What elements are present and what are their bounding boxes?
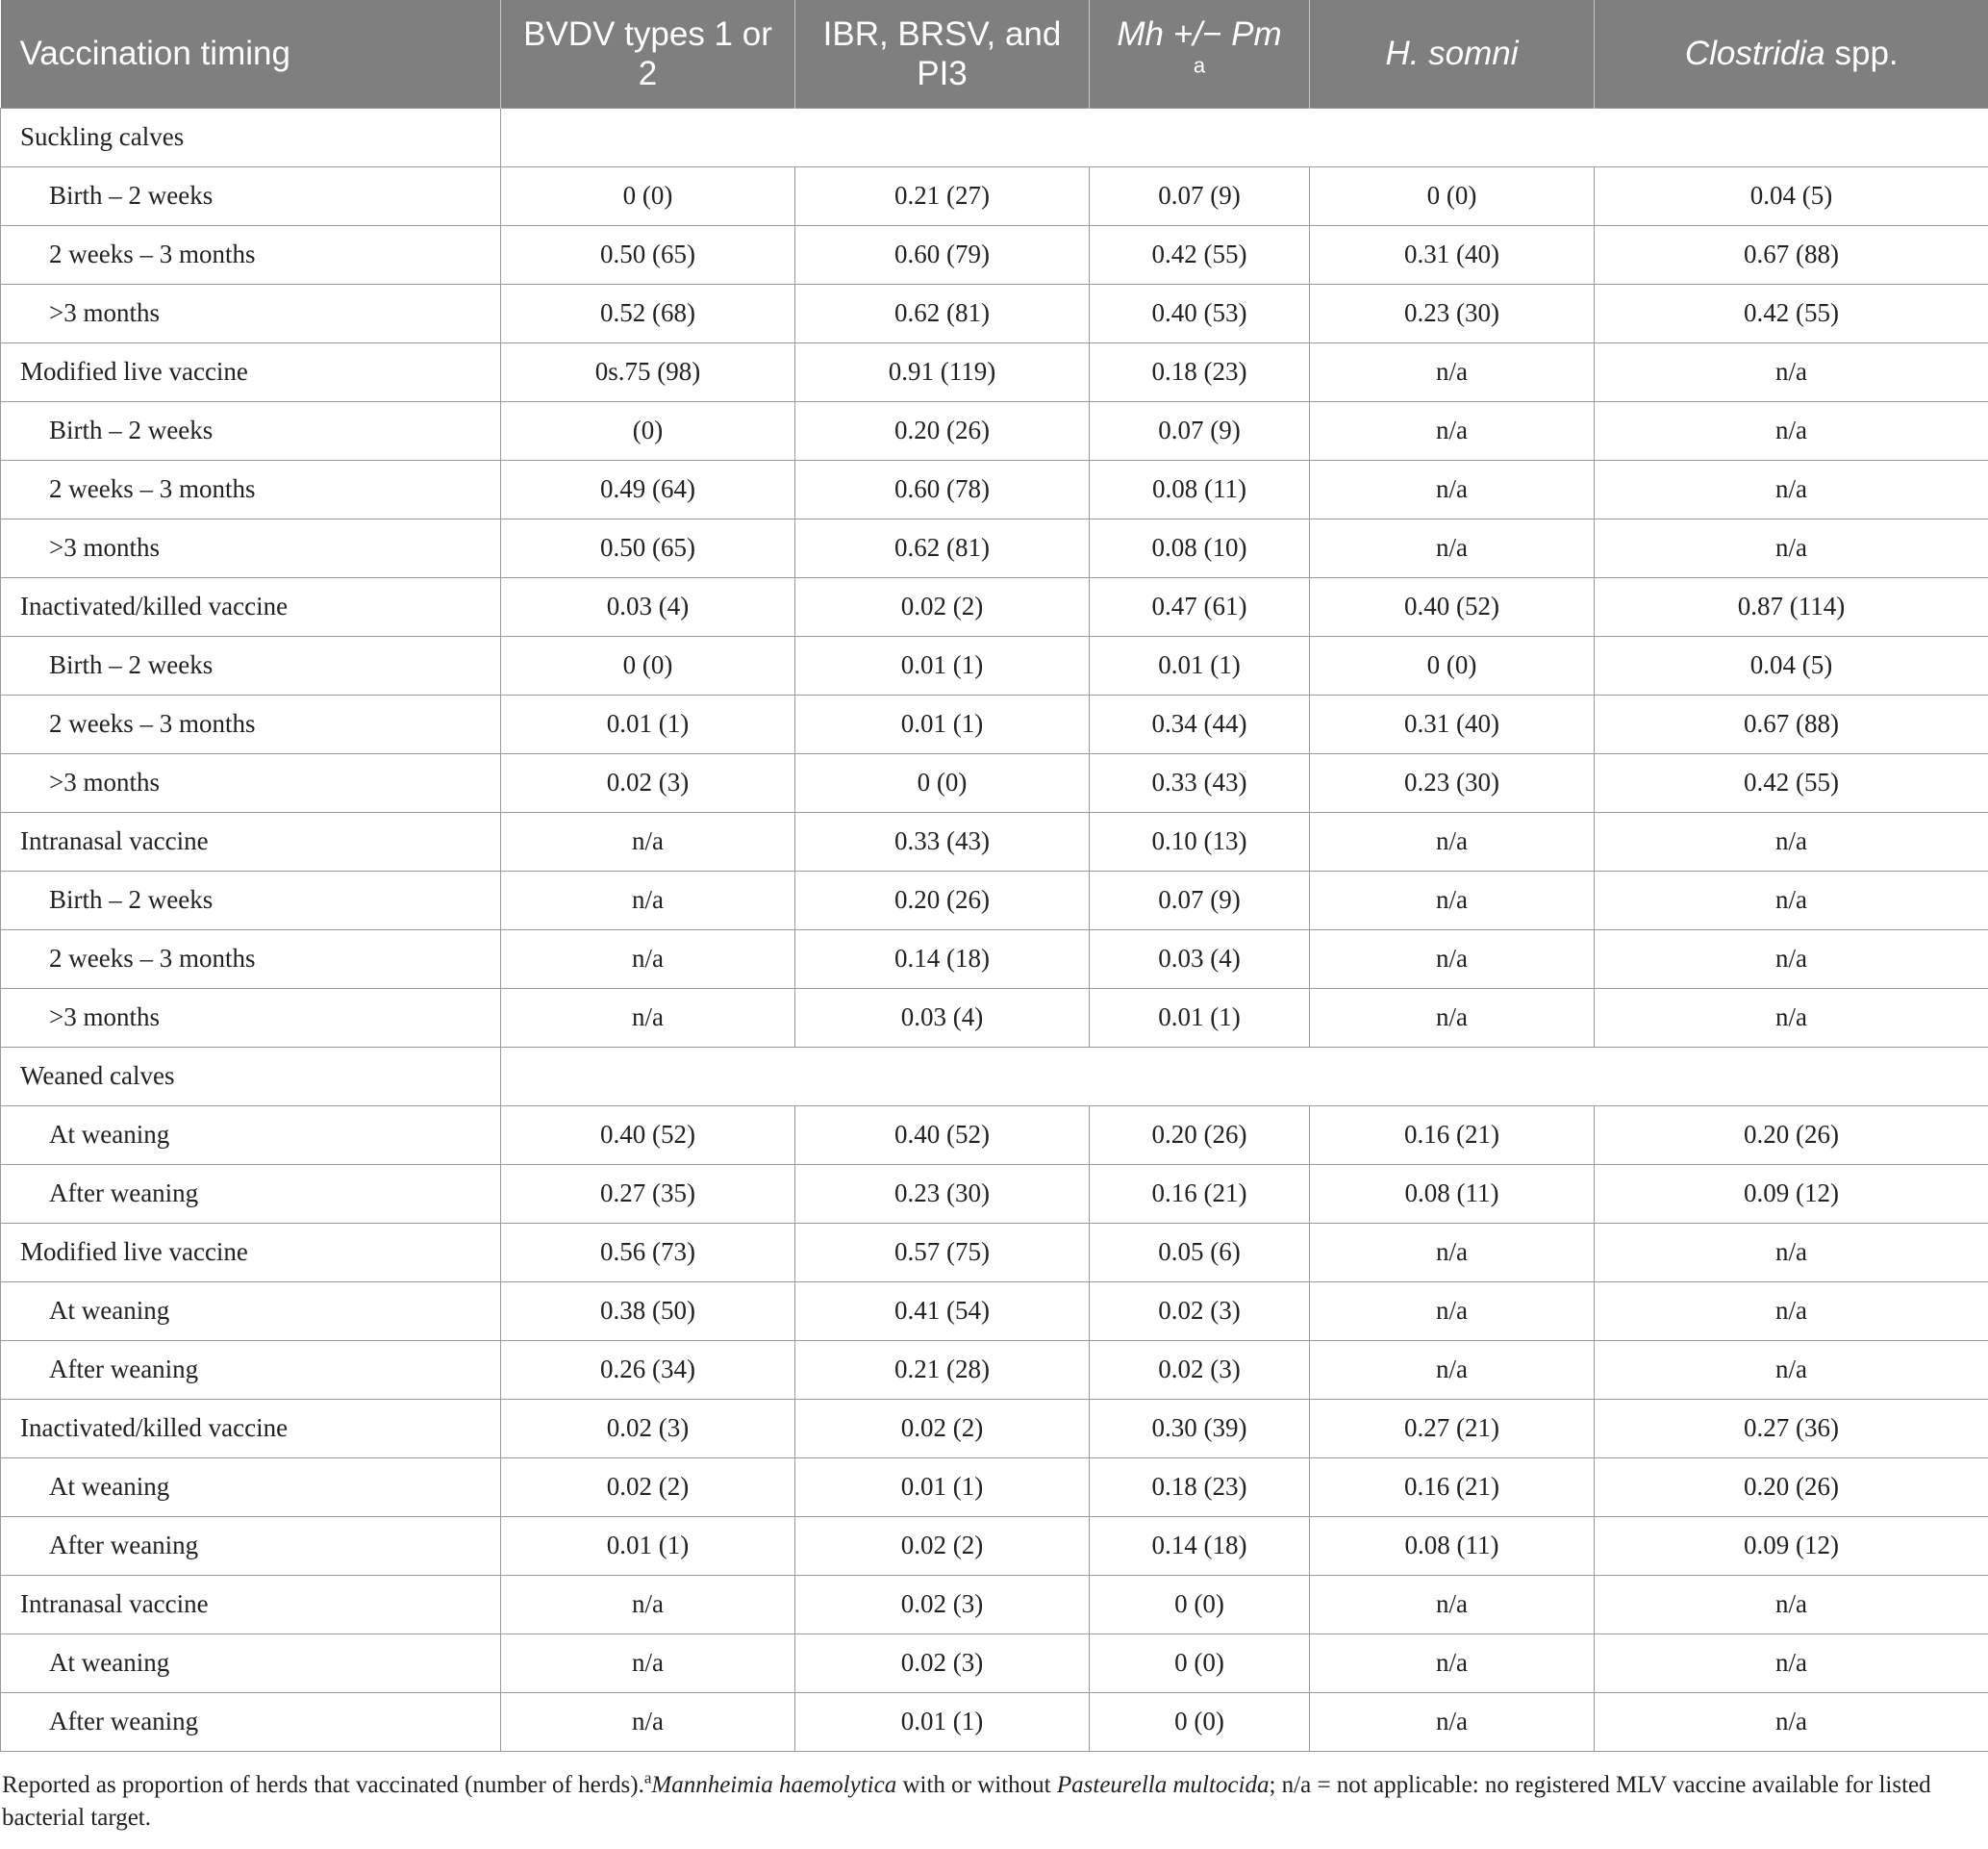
row-label: After weaning [1, 1340, 501, 1399]
table-cell: n/a [1595, 1575, 1988, 1634]
table-cell: 0.20 (26) [1595, 1457, 1988, 1516]
table-cell: 0.01 (1) [795, 636, 1090, 695]
table-cell: 0.09 (12) [1595, 1516, 1988, 1575]
table-cell: n/a [1310, 1575, 1595, 1634]
table-cell: 0.16 (21) [1310, 1105, 1595, 1164]
row-label: Birth – 2 weeks [1, 636, 501, 695]
table-cell: n/a [1310, 929, 1595, 988]
table-cell: n/a [1595, 1340, 1988, 1399]
table-cell: 0.02 (3) [795, 1634, 1090, 1692]
row-label: Inactivated/killed vaccine [1, 1399, 501, 1457]
table-row [1, 284, 1988, 342]
table-cell: 0.40 (52) [1310, 577, 1595, 636]
table-cell: 0 (0) [1310, 166, 1595, 225]
table-cell: n/a [501, 1692, 795, 1751]
table-row [1, 1164, 1988, 1223]
table-cell: 0.21 (27) [795, 166, 1090, 225]
table-cell: 0.07 (9) [1090, 871, 1310, 929]
table-cell: n/a [1310, 1281, 1595, 1340]
table-cell: 0 (0) [501, 166, 795, 225]
table-cell: 0.10 (13) [1090, 812, 1310, 871]
table-cell: n/a [1310, 1340, 1595, 1399]
table-row [1, 225, 1988, 284]
table-cell: 0.02 (2) [795, 1399, 1090, 1457]
footnote-text-1: Reported as proportion of herds that vaccinated (number of herds). [2, 1771, 644, 1798]
table-cell: 0.16 (21) [1310, 1457, 1595, 1516]
table-cell: 0 (0) [1090, 1692, 1310, 1751]
table-cell: 0.56 (73) [501, 1223, 795, 1281]
table-row [1, 753, 1988, 812]
table-cell: 0.03 (4) [1090, 929, 1310, 988]
table-cell: n/a [1595, 519, 1988, 577]
table-cell: 0.67 (88) [1595, 225, 1988, 284]
row-label: At weaning [1, 1281, 501, 1340]
header-row [1, 0, 1988, 108]
table-cell: n/a [1595, 871, 1988, 929]
header-mh-pm [1090, 0, 1310, 108]
table-cell: 0.01 (1) [795, 1692, 1090, 1751]
section-label: Suckling calves [1, 108, 501, 166]
table-cell: n/a [1310, 988, 1595, 1047]
row-label: >3 months [1, 519, 501, 577]
table-cell: 0.20 (26) [1595, 1105, 1988, 1164]
table-cell: 0.02 (3) [1090, 1281, 1310, 1340]
table-cell: 0.08 (10) [1090, 519, 1310, 577]
row-label: Intranasal vaccine [1, 812, 501, 871]
table-row [1, 1340, 1988, 1399]
header-h-somni: H. somni [1310, 0, 1595, 108]
table-row [1, 1223, 1988, 1281]
table-cell: n/a [1595, 929, 1988, 988]
table-cell: 0.52 (68) [501, 284, 795, 342]
header-vaccination-timing: Vaccination timing [1, 0, 501, 108]
table-row [1, 1399, 1988, 1457]
row-label: After weaning [1, 1516, 501, 1575]
table-cell: 0.50 (65) [501, 519, 795, 577]
table-row [1, 695, 1988, 753]
table-cell: n/a [1310, 871, 1595, 929]
table-cell: 0.62 (81) [795, 284, 1090, 342]
table-cell: 0.26 (34) [501, 1340, 795, 1399]
table-cell: 0.20 (26) [795, 871, 1090, 929]
table-cell: 0.03 (4) [501, 577, 795, 636]
table-row [1, 342, 1988, 401]
footnote-species-2: Pasteurella multocida [1056, 1771, 1270, 1798]
header-clostridia-spp: spp. [1824, 35, 1899, 73]
table-cell: 0.18 (23) [1090, 1457, 1310, 1516]
table-cell: 0.40 (52) [795, 1105, 1090, 1164]
table-cell: n/a [1595, 812, 1988, 871]
footnote-species-1: Mannheimia haemolytica [651, 1771, 897, 1798]
table-row [1, 1281, 1988, 1340]
table-cell: 0.01 (1) [1090, 988, 1310, 1047]
table-row [1, 636, 1988, 695]
table-cell: 0.23 (30) [1310, 284, 1595, 342]
section-filler [501, 1047, 1988, 1105]
table-cell: 0.27 (35) [501, 1164, 795, 1223]
row-label: 2 weeks – 3 months [1, 225, 501, 284]
table-row [1, 988, 1988, 1047]
row-label: Inactivated/killed vaccine [1, 577, 501, 636]
table-cell: 0.01 (1) [501, 1516, 795, 1575]
table-cell: 0.87 (114) [1595, 577, 1988, 636]
table-cell: 0.02 (2) [501, 1457, 795, 1516]
row-label: >3 months [1, 988, 501, 1047]
table-cell: 0.31 (40) [1310, 225, 1595, 284]
header-ibr-brsv-pi3: IBR, BRSV, and PI3 [795, 0, 1090, 108]
row-label: Intranasal vaccine [1, 1575, 501, 1634]
table-cell: 0.08 (11) [1090, 460, 1310, 519]
table-cell: n/a [1595, 342, 1988, 401]
table-cell: n/a [1595, 1634, 1988, 1692]
table-cell: 0 (0) [1310, 636, 1595, 695]
table-cell: n/a [1310, 519, 1595, 577]
table-body [1, 108, 1988, 1751]
table-cell: 0.38 (50) [501, 1281, 795, 1340]
header-bvdv: BVDV types 1 or 2 [501, 0, 795, 108]
table-cell: 0.33 (43) [1090, 753, 1310, 812]
table-cell: n/a [501, 929, 795, 988]
table-cell: 0.42 (55) [1595, 284, 1988, 342]
table-cell: 0.57 (75) [795, 1223, 1090, 1281]
table-cell: 0.31 (40) [1310, 695, 1595, 753]
table-cell: 0.01 (1) [1090, 636, 1310, 695]
table-cell: 0.91 (119) [795, 342, 1090, 401]
table-header [1, 0, 1988, 108]
table-cell: 0.41 (54) [795, 1281, 1090, 1340]
table-cell: n/a [1595, 1692, 1988, 1751]
table-cell: n/a [1310, 1692, 1595, 1751]
table-cell: 0.07 (9) [1090, 401, 1310, 460]
table-cell: 0.33 (43) [795, 812, 1090, 871]
table-cell: n/a [1310, 1634, 1595, 1692]
header-mh-text: Mh [1117, 14, 1165, 53]
table-cell: n/a [501, 1634, 795, 1692]
table-footnote [0, 1752, 1967, 1835]
table-cell: n/a [501, 812, 795, 871]
table-row [1, 1516, 1988, 1575]
table-cell: 0.01 (1) [795, 1457, 1090, 1516]
table-cell: 0.05 (6) [1090, 1223, 1310, 1281]
table-cell: 0.49 (64) [501, 460, 795, 519]
table-row [1, 166, 1988, 225]
row-label: At weaning [1, 1457, 501, 1516]
table-cell: 0.62 (81) [795, 519, 1090, 577]
table-cell: 0 (0) [795, 753, 1090, 812]
table-cell: 0.23 (30) [1310, 753, 1595, 812]
table-cell: 0.42 (55) [1595, 753, 1988, 812]
table-row [1, 1692, 1988, 1751]
table-cell: 0.02 (3) [501, 1399, 795, 1457]
table-cell: 0.40 (52) [501, 1105, 795, 1164]
table-cell: 0.27 (36) [1595, 1399, 1988, 1457]
table-cell: n/a [501, 988, 795, 1047]
table-cell: 0.16 (21) [1090, 1164, 1310, 1223]
row-label: >3 months [1, 284, 501, 342]
table-cell: 0.34 (44) [1090, 695, 1310, 753]
table-cell: 0.14 (18) [795, 929, 1090, 988]
footnote-marker: a [643, 1768, 652, 1787]
table-cell: 0.42 (55) [1090, 225, 1310, 284]
table-section-row [1, 108, 1988, 166]
table-cell: 0.03 (4) [795, 988, 1090, 1047]
table-cell: n/a [1310, 812, 1595, 871]
table-cell: 0.02 (3) [1090, 1340, 1310, 1399]
table-cell: n/a [1310, 342, 1595, 401]
table-cell: n/a [1310, 401, 1595, 460]
table-cell: n/a [1595, 1223, 1988, 1281]
table-cell: 0.30 (39) [1090, 1399, 1310, 1457]
table-row [1, 519, 1988, 577]
table-cell: 0 (0) [1090, 1575, 1310, 1634]
table-cell: n/a [1595, 1281, 1988, 1340]
table-row [1, 871, 1988, 929]
header-clostridia-text: Clostridia [1684, 35, 1825, 73]
row-label: After weaning [1, 1164, 501, 1223]
table-cell: 0.08 (11) [1310, 1516, 1595, 1575]
table-row [1, 1575, 1988, 1634]
table-cell: 0.47 (61) [1090, 577, 1310, 636]
header-clostridia [1595, 0, 1988, 108]
row-label: At weaning [1, 1634, 501, 1692]
table-cell: 0s.75 (98) [501, 342, 795, 401]
table-row [1, 1457, 1988, 1516]
table-cell: 0.20 (26) [1090, 1105, 1310, 1164]
row-label: Birth – 2 weeks [1, 401, 501, 460]
row-label: 2 weeks – 3 months [1, 929, 501, 988]
row-label: Modified live vaccine [1, 342, 501, 401]
table-cell: n/a [501, 871, 795, 929]
header-mh-footnote-marker: a [1193, 53, 1206, 78]
row-label: At weaning [1, 1105, 501, 1164]
table-cell: n/a [1595, 988, 1988, 1047]
table-cell: 0.01 (1) [501, 695, 795, 753]
table-cell: 0.08 (11) [1310, 1164, 1595, 1223]
row-label: 2 weeks – 3 months [1, 460, 501, 519]
table-cell: 0.21 (28) [795, 1340, 1090, 1399]
table-cell: n/a [501, 1575, 795, 1634]
row-label: Modified live vaccine [1, 1223, 501, 1281]
section-filler [501, 108, 1988, 166]
header-mh-sep: +/− [1164, 14, 1232, 53]
table-row [1, 460, 1988, 519]
table-cell: (0) [501, 401, 795, 460]
table-cell: n/a [1310, 460, 1595, 519]
header-pm-text: Pm [1231, 14, 1282, 53]
table-row [1, 577, 1988, 636]
table-cell: 0.60 (79) [795, 225, 1090, 284]
footnote-text-2: with or without [896, 1771, 1057, 1798]
table-cell: 0.20 (26) [795, 401, 1090, 460]
table-section-row [1, 1047, 1988, 1105]
table-cell: 0.04 (5) [1595, 636, 1988, 695]
row-label: Birth – 2 weeks [1, 166, 501, 225]
table-cell: n/a [1595, 460, 1988, 519]
table-row [1, 812, 1988, 871]
table-cell: 0.60 (78) [795, 460, 1090, 519]
table-cell: 0.09 (12) [1595, 1164, 1988, 1223]
table-cell: n/a [1595, 401, 1988, 460]
row-label: Birth – 2 weeks [1, 871, 501, 929]
section-label: Weaned calves [1, 1047, 501, 1105]
table-row [1, 401, 1988, 460]
table-cell: 0 (0) [1090, 1634, 1310, 1692]
table-cell: 0.14 (18) [1090, 1516, 1310, 1575]
row-label: After weaning [1, 1692, 501, 1751]
table-cell: 0.40 (53) [1090, 284, 1310, 342]
table-cell: 0.18 (23) [1090, 342, 1310, 401]
table-cell: 0.02 (3) [501, 753, 795, 812]
table-row [1, 1105, 1988, 1164]
table-row [1, 1634, 1988, 1692]
table-cell: 0.02 (2) [795, 1516, 1090, 1575]
table-cell: 0.02 (3) [795, 1575, 1090, 1634]
table-cell: 0.02 (2) [795, 577, 1090, 636]
table-cell: 0.27 (21) [1310, 1399, 1595, 1457]
row-label: >3 months [1, 753, 501, 812]
table-cell: 0.23 (30) [795, 1164, 1090, 1223]
table-cell: 0.07 (9) [1090, 166, 1310, 225]
table-cell: 0.04 (5) [1595, 166, 1988, 225]
table-cell: 0.67 (88) [1595, 695, 1988, 753]
table-row [1, 929, 1988, 988]
table-cell: 0.50 (65) [501, 225, 795, 284]
footnote-text-3: ; n/a = not applicable: no registered MLV vaccine available for listed bacterial target. [2, 1771, 1931, 1831]
table-cell: 0 (0) [501, 636, 795, 695]
table-cell: n/a [1310, 1223, 1595, 1281]
row-label: 2 weeks – 3 months [1, 695, 501, 753]
table-cell: 0.01 (1) [795, 695, 1090, 753]
